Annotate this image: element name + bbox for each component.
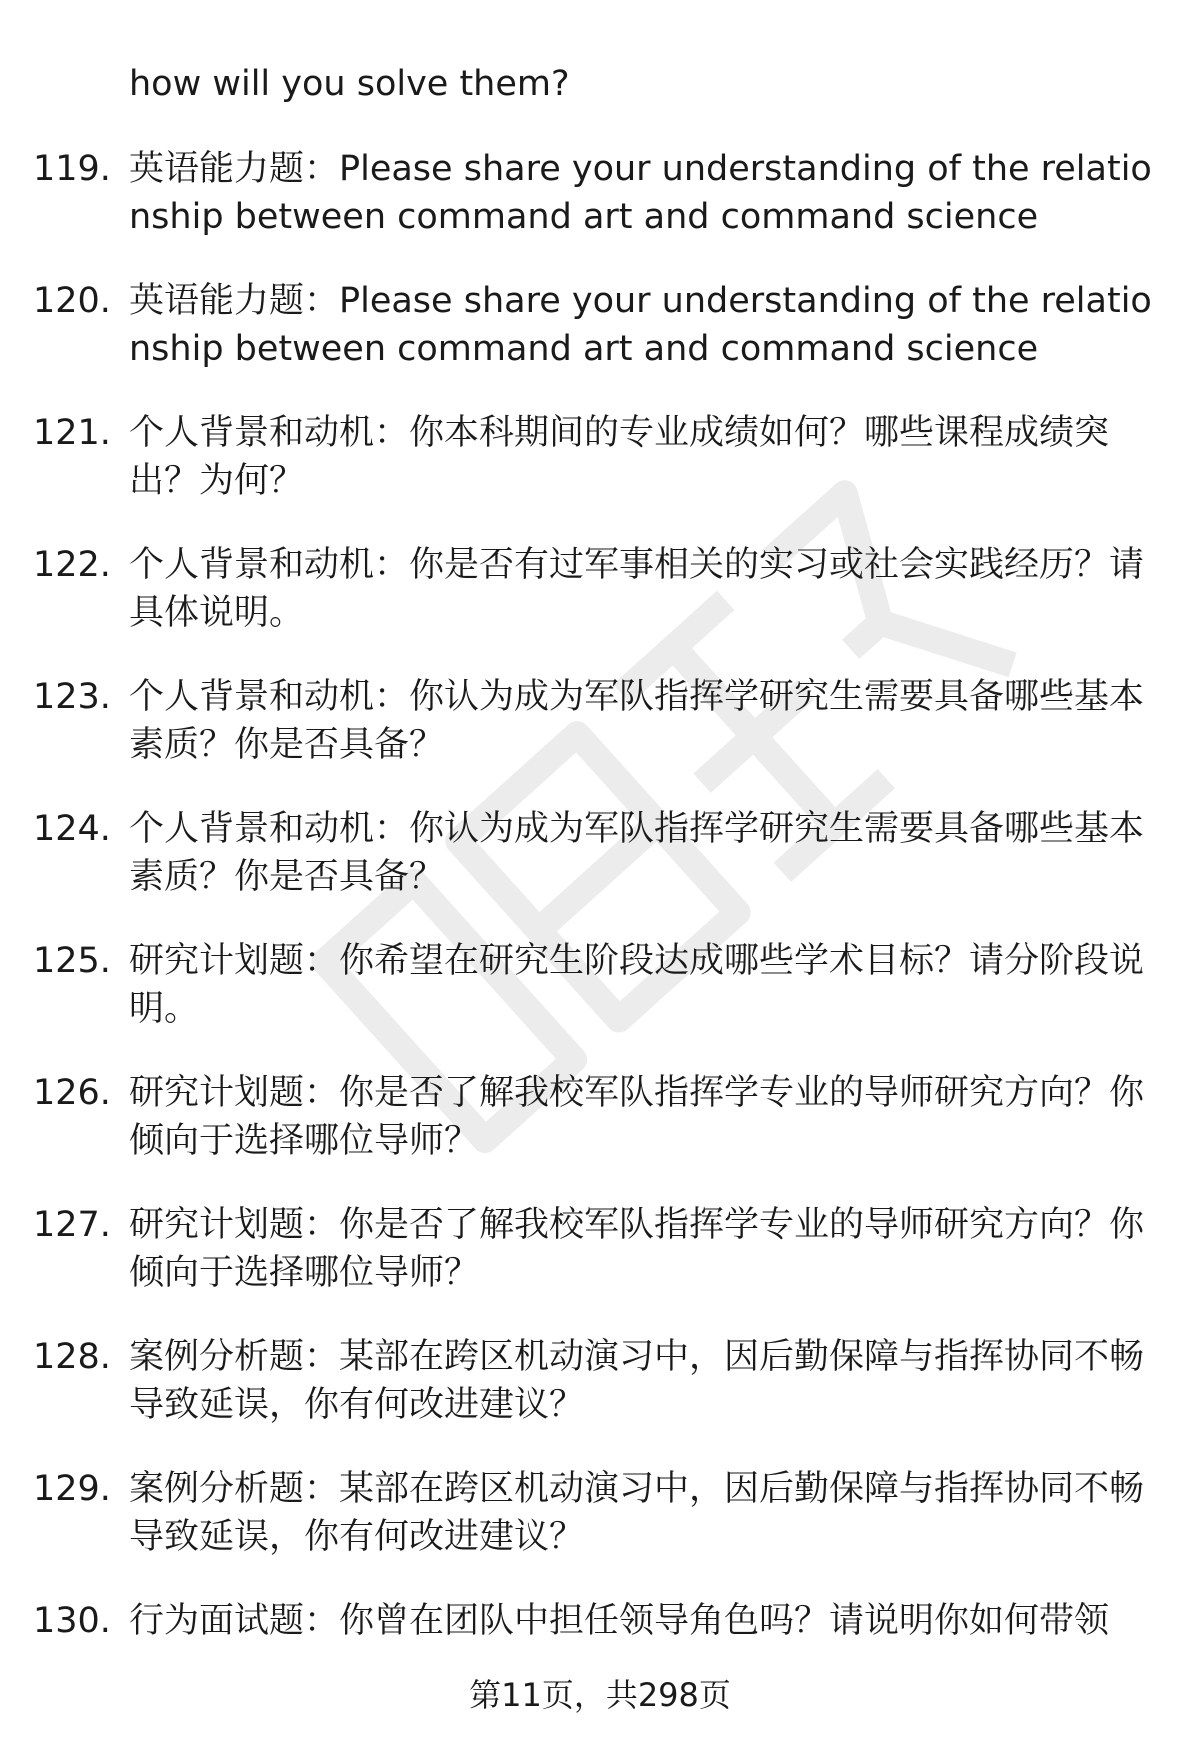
question-text: 个人背景和动机：你认为成为军队指挥学研究生需要具备哪些基本素质？你是否具备？ [129, 809, 1145, 897]
question-text: 案例分析题：某部在跨区机动演习中，因后勤保障与指挥协同不畅导致延误，你有何改进建议？ [129, 1469, 1145, 1557]
question-text: 研究计划题：你希望在研究生阶段达成哪些学术目标？请分阶段说明。 [129, 941, 1145, 1029]
question-number: 128. [33, 1337, 111, 1377]
question-item [33, 1069, 1173, 1201]
page-footer: 第11页，共298页 [469, 1676, 731, 1714]
question-text: 研究计划题：你是否了解我校军队指挥学专业的导师研究方向？你倾向于选择哪位导师？ [129, 1205, 1145, 1293]
question-number: 125. [33, 941, 111, 981]
question-item [33, 1333, 1173, 1465]
question-item [33, 1201, 1173, 1333]
question-number: 127. [33, 1205, 111, 1245]
question-text: 英语能力题：Please share your understanding of the relationship between command art and command science [129, 281, 1152, 369]
question-text: 个人背景和动机：你是否有过军事相关的实习或社会实践经历？请具体说明。 [129, 545, 1145, 633]
question-item [33, 1597, 1173, 1657]
question-text: 行为面试题：你曾在团队中担任领导角色吗？请说明你如何带领 [129, 1601, 1110, 1641]
question-item [33, 145, 1173, 277]
question-number: 123. [33, 677, 111, 717]
question-number: 120. [33, 281, 111, 321]
question-text: 个人背景和动机：你认为成为军队指挥学研究生需要具备哪些基本素质？你是否具备？ [129, 677, 1145, 765]
question-text: 案例分析题：某部在跨区机动演习中，因后勤保障与指挥协同不畅导致延误，你有何改进建议？ [129, 1337, 1145, 1425]
question-number: 130. [33, 1601, 111, 1641]
question-item [33, 277, 1173, 409]
question-number: 119. [33, 149, 111, 189]
question-number: 129. [33, 1469, 111, 1509]
question-item [33, 673, 1173, 805]
question-number: 122. [33, 545, 111, 585]
question-item [33, 937, 1173, 1069]
question-number: 124. [33, 809, 111, 849]
continued-question-text: how will you solve them? [129, 64, 570, 104]
question-text: 英语能力题：Please share your understanding of the relationship between command art and command science [129, 149, 1152, 237]
question-number: 126. [33, 1073, 111, 1113]
question-item [33, 805, 1173, 937]
question-list [33, 145, 1173, 1657]
question-item [33, 541, 1173, 673]
question-number: 121. [33, 413, 111, 453]
question-text: 研究计划题：你是否了解我校军队指挥学专业的导师研究方向？你倾向于选择哪位导师？ [129, 1073, 1145, 1161]
question-item [33, 409, 1173, 541]
question-text: 个人背景和动机：你本科期间的专业成绩如何？哪些课程成绩突出？为何？ [129, 413, 1110, 501]
question-item [33, 1465, 1173, 1597]
